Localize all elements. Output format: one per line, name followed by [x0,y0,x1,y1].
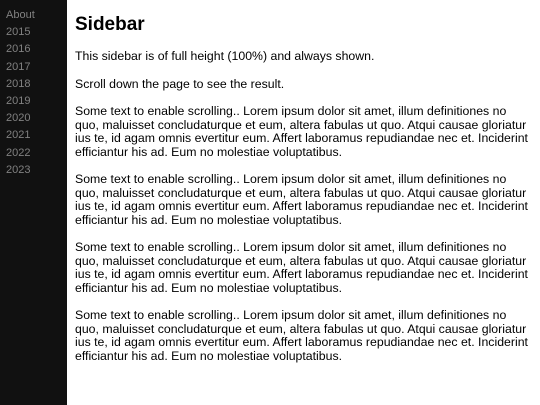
body-paragraph: Some text to enable scrolling.. Lorem ipsum dolor sit amet, illum definitiones no quo, maluisset concludaturque et eum, altera fabulas ut quo. Atqui causae gloriatur ius te, id agam omnis evertitur eum. Affert laboramus repudiandae nec et. Inciderint efficiantur his ad. Eum no molestiae voluptatibus. [75,240,528,295]
sidebar-item-2020[interactable]: 2020 [6,112,31,125]
intro-text: This sidebar is of full height (100%) and always shown. [75,49,375,63]
main-content [67,0,540,363]
sidebar [0,0,67,405]
sidebar-item-2022[interactable]: 2022 [6,146,31,159]
sidebar-item-2019[interactable]: 2019 [6,95,31,108]
scroll-hint-text: Scroll down the page to see the result. [75,76,285,91]
sidebar-item-2021[interactable]: 2021 [6,129,31,142]
sidebar-item-about[interactable]: About [6,9,35,21]
body-paragraph: Some text to enable scrolling.. Lorem ipsum dolor sit amet, illum definitiones no quo, maluisset concludaturque et eum, altera fabulas ut quo. Atqui causae gloriatur ius te, id agam omnis evertitur eum. Affert laboramus repudiandae nec et. Inciderint efficiantur his ad. Eum no molestiae voluptatibus. [75,104,528,159]
sidebar-item-2018[interactable]: 2018 [6,77,31,90]
sidebar-item-2016[interactable]: 2016 [6,43,31,56]
sidebar-item-2017[interactable]: 2017 [6,60,31,73]
sidebar-item-2015[interactable]: 2015 [6,26,31,39]
body-paragraph: Some text to enable scrolling.. Lorem ipsum dolor sit amet, illum definitiones no quo, maluisset concludaturque et eum, altera fabulas ut quo. Atqui causae gloriatur ius te, id agam omnis evertitur eum. Affert laboramus repudiandae nec et. Inciderint efficiantur his ad. Eum no molestiae voluptatibus. [75,308,528,363]
sidebar-item-2023[interactable]: 2023 [6,163,31,176]
page-title: Sidebar [75,14,145,35]
body-paragraph: Some text to enable scrolling.. Lorem ipsum dolor sit amet, illum definitiones no quo, maluisset concludaturque et eum, altera fabulas ut quo. Atqui causae gloriatur ius te, id agam omnis evertitur eum. Affert laboramus repudiandae nec et. Inciderint efficiantur his ad. Eum no molestiae voluptatibus. [75,172,528,227]
